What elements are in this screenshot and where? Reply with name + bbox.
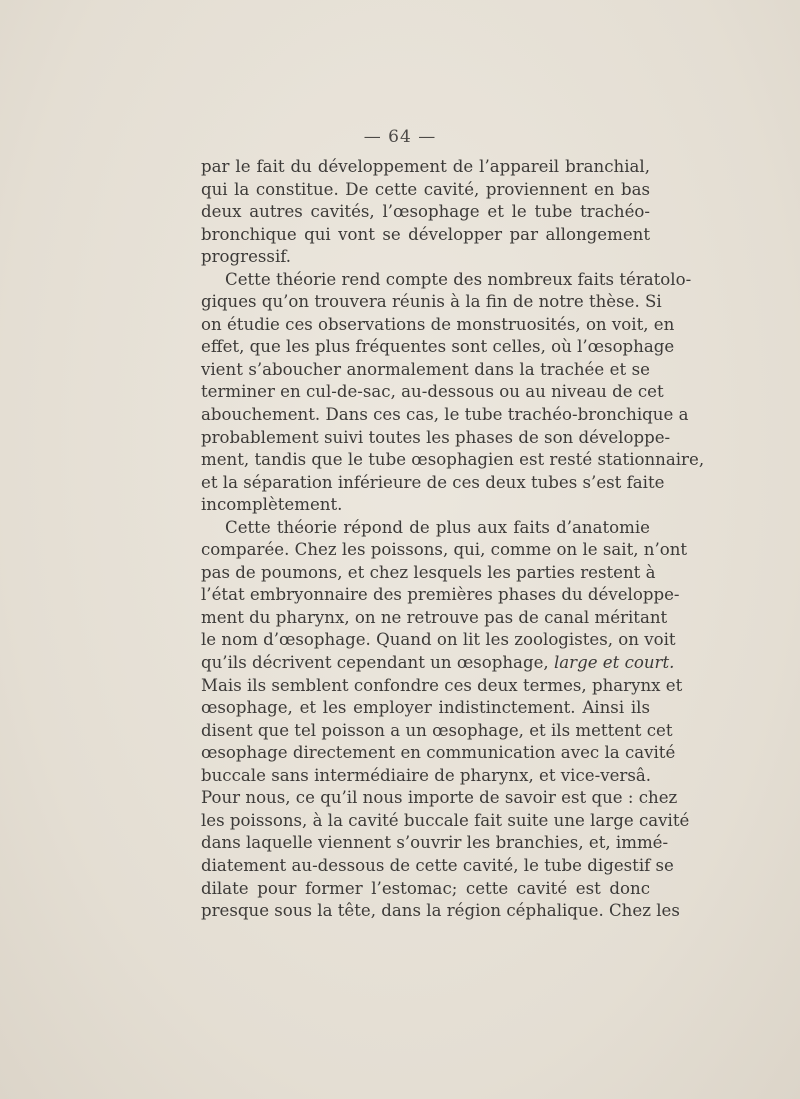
line-text: par le fait du développement de l’appareil branchial, [201,157,650,176]
line-text: giques qu’on trouvera réunis à la fin de notre thèse. Si [201,292,662,312]
body-text [201,156,705,923]
text-line [201,314,675,337]
text-line [201,246,650,269]
line-text: Cette théorie rend compte des nombreux faits tératolo- [225,269,692,289]
text-line [201,787,678,810]
line-text: ment, tandis que le tube œsophagien est resté stationnaire, [201,450,705,470]
text-line [201,494,650,517]
line-text: Mais ils semblent confondre ces deux termes, pharynx et [201,675,683,695]
text-line [201,449,705,472]
text-line [201,742,676,765]
line-text: comparée. Chez les poissons, qui, comme on le sait, n’ont [201,540,688,560]
line-text: l’état embryonnaire des premières phases du développe- [201,585,680,605]
line-text: le nom d’œsophage. Quand on lit les zoologistes, on voit [201,630,676,650]
text-line [201,472,665,495]
text-line [201,878,650,901]
line-text: les poissons, à la cavité buccale fait suite une large cavité [201,810,690,830]
line-text: disent que tel poisson a un œsophage, et ils mettent cet [201,720,673,740]
line-text: qu’ils décrivent cependant un œsophage, [201,653,549,673]
text-line [201,697,650,720]
line-text: pas de poumons, et chez lesquels les parties restent à [201,562,656,582]
text-line [201,675,683,698]
text-line [201,156,650,179]
text-line [201,900,680,923]
line-text: effet, que les plus fréquentes sont celles, où l’œsophage [201,337,675,357]
text-line [201,855,674,878]
line-text: œsophage directement en communication avec la cavité [201,743,676,763]
text-line [201,404,689,427]
text-line [201,629,676,652]
line-text: deux autres cavités, l’œsophage et le tube trachéo- [201,202,650,222]
text-line [201,832,669,855]
line-text: incomplètement. [201,495,343,515]
line-text: ment du pharynx, on ne retrouve pas de canal méritant [201,607,668,627]
page-number: — 64 — [363,127,437,147]
line-text: dilate pour former l’estomac; cette cavité est donc [201,878,650,898]
line-text: progressif. [201,247,292,267]
line-text: terminer en cul-de-sac, au-dessous ou au niveau de cet [201,382,664,402]
text-line [201,562,656,585]
line-text: œsophage, et les employer indistinctement. Ainsi ils [201,698,650,718]
text-line [201,517,650,540]
text-line [201,607,668,630]
text-line [201,539,688,562]
line-text: bronchique qui vont se développer par allongement [201,224,650,244]
line-text: Cette théorie répond de plus aux faits d’anatomie [225,517,650,537]
text-line [201,427,671,450]
italic-text: large et court. [553,653,675,673]
line-text: abouchement. Dans ces cas, le tube trachéo-bronchique a [201,405,689,425]
line-text: probablement suivi toutes les phases de son développe- [201,427,671,447]
text-line [201,359,650,382]
line-text: presque sous la tête, dans la région céphalique. Chez les [201,901,680,921]
line-text: vient s’aboucher anormalement dans la trachée et se [201,359,650,379]
text-line [201,179,650,202]
text-line [201,652,675,675]
text-line [201,336,675,359]
line-text: dans laquelle viennent s’ouvrir les branchies, et, immé- [201,833,669,853]
line-text: diatement au-dessous de cette cavité, le tube digestif se [201,855,674,875]
text-line [201,765,650,788]
text-line [201,720,673,743]
line-text: buccale sans intermédiaire de pharynx, et vice-versâ. [201,765,652,785]
line-text: on étudie ces observations de monstruosités, on voit, en [201,314,675,334]
text-line [201,224,650,247]
text-line [201,584,680,607]
line-text: Pour nous, ce qu’il nous importe de savoir est que : chez [201,788,678,808]
text-line [201,291,662,314]
text-line [201,201,650,224]
line-text: et la séparation inférieure de ces deux tubes s’est faite [201,472,665,492]
text-line [201,810,690,833]
text-line [201,381,664,404]
line-text: qui la constitue. De cette cavité, proviennent en bas [201,179,650,199]
text-line [201,269,692,292]
